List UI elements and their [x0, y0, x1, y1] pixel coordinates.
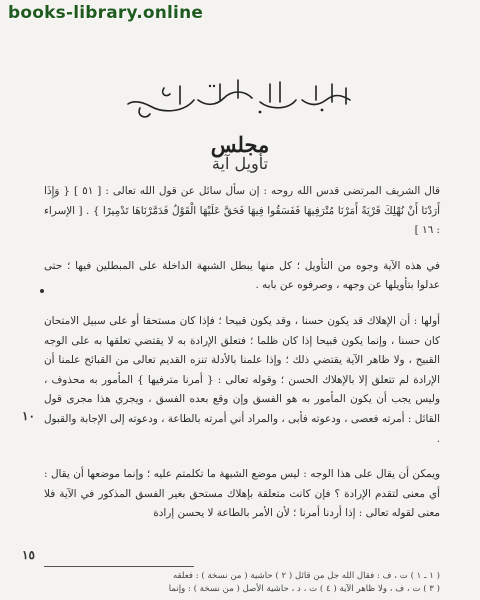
margin-dot: [40, 289, 44, 293]
margin-line-number: ١٠: [22, 409, 35, 423]
paragraph: ويمكن أن يقال على هذا الوجه : ليس موضع الشبهة ما تكلمتم عليه ؛ وإنما موضعها أن يقال : أي معنى لتقدم الإرادة ؟ فإن كانت متعلقة بإهلاك مستحق بغير الفسق المذكور في الآية فلا معنى لقوله تعالى : إذا أردنا أمرنا ؛ لأن الأمر بالطاعة لا يحسن إرادة: [44, 468, 440, 520]
basmala-text: بسم الله الرحمن الرحيم: [209, 119, 271, 126]
body-text: [44, 182, 440, 524]
footnote-divider: [44, 566, 194, 567]
paragraph: في هذه الآية وجوه من التأويل ؛ كل منها يبطل الشبهة الداخلة على المبطلين فيها ؛ حتى عدلوا بتأويلها عن وجهه ، وصرفوه عن بابه .: [44, 259, 440, 292]
chapter-title: مجلس: [210, 132, 270, 157]
footnote-line: ( ١ ـ ١ ) ت ، ف : فقال الله جل من قائل ( ٢ ) حاشية ( من نسخة ) : فعلقه: [172, 571, 440, 581]
footnotes: [44, 570, 440, 596]
basmala-calligraphy: [120, 70, 360, 126]
margin-line-number: ١٥: [22, 548, 35, 562]
watermark: books-library.online: [8, 3, 204, 23]
paragraph: قال الشريف المرتضى قدس الله روحه : إن سأل سائل عن قول الله تعالى : [ ٥١ ] { وَإِذَا أَرَدْنَا أَنْ نُهْلِكَ قَرْيَةً أَمَرْنَا مُتْرَفِيهَا فَفَسَقُوا فِيهَا فَحَقَّ عَلَيْهَا الْقَوْلُ فَدَمَّرْنَاهَا تَدْمِيرًا } . [ الإسراء : ١٦ ]: [44, 185, 440, 237]
paragraph: أولها : أن الإهلاك قد يكون حسنا ، وقد يكون قبيحا ؛ فإذا كان مستحقا أو على سبيل الامتحان كان حسنا ، وإنما يكون قبيحا إذا كان ظلما ؛ فتعلق الإرادة به لا يقتضي تعلقها به على الوجه القبيح ، ولا ظاهر الآية يقتضي ذلك ؛ وإذا علمنا بالأدلة تنزه القديم تعالى من القبائح علمنا أن الإرادة لم تتعلق إلا بالإهلاك الحسن ؛ وقوله تعالى : { أمرنا مترفيها } المأمور به محذوف ، وليس يجب أن يكون المأمور به هو الفسق وإن وقع بعده الفسق ، ويجري هذا مجرى قول القائل : أمرته فعصى ، ودعوته فأبى ، والمراد أني أمرته بالطاعة ، ودعوته إلى الإجابة والقبول .: [44, 314, 440, 445]
footnote-line: ( ٣ ) ت ، ف ، ولا ظاهر الآية ( ٤ ) ت ، د ، حاشية الأصل ( من نسخة ) : وإنما: [168, 584, 440, 594]
chapter-subtitle: تأويل آية: [211, 154, 269, 173]
